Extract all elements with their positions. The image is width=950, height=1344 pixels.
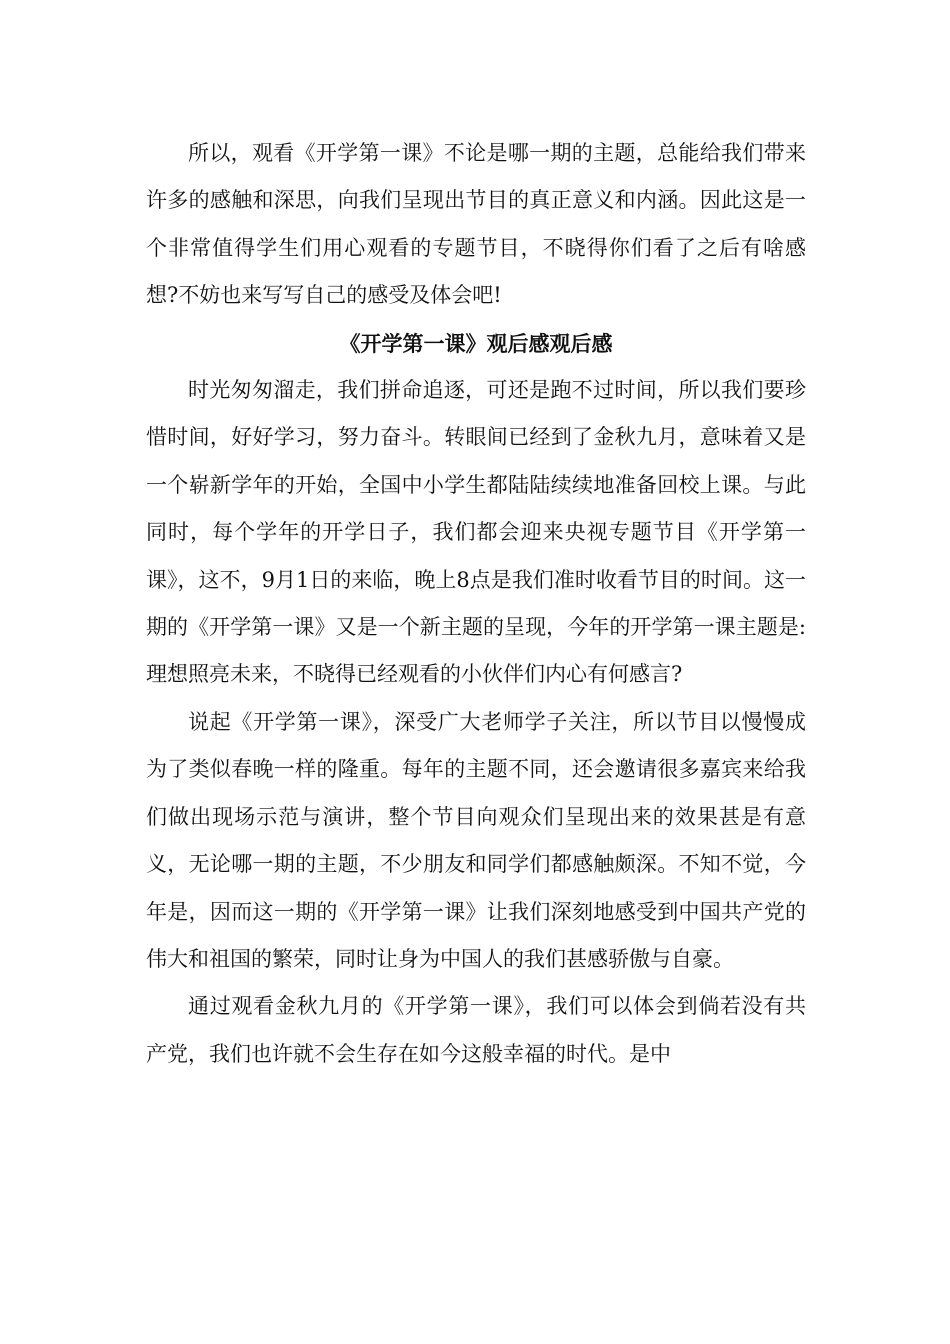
section-title: 《开学第一课》观后感观后感 [339, 330, 613, 356]
document-body [146, 130, 806, 1078]
body-paragraph-1: 时光匆匆溜走，我们拼命追逐，可还是跑不过时间，所以我们要珍惜时间，好好学习，努力奋斗。转眼间已经到了金秋九月，意味着又是一个崭新学年的开始，全国中小学生都陆陆续续地准备回校上课。与此同时，每个学年的开学日子，我们都会迎来央视专题节目《开学第一课》，这不，9月1日的来临，晚上8点是我们准时收看节目的时间。这一期的《开学第一课》又是一个新主题的呈现，今年的开学第一课主题是:理想照亮未来，不晓得已经观看的小伙伴们内心有何感言? [146, 378, 806, 687]
body-paragraph-2: 说起《开学第一课》，深受广大老师学子关注，所以节目以慢慢成为了类似春晚一样的隆重。每年的主题不同，还会邀请很多嘉宾来给我们做出现场示范与演讲，整个节目向观众们呈现出来的效果甚是有意义，无论哪一期的主题，不少朋友和同学们都感触颇深。不知不觉，今年是，因而这一期的《开学第一课》让我们深刻地感受到中国共产党的伟大和祖国的繁荣，同时让身为中国人的我们甚感骄傲与自豪。 [146, 709, 806, 971]
intro-paragraph: 所以，观看《开学第一课》不论是哪一期的主题，总能给我们带来许多的感触和深思，向我们呈现出节目的真正意义和内涵。因此这是一个非常值得学生们用心观看的专题节目，不晓得你们看了之后有啥感想?不妨也来写写自己的感受及体会吧! [146, 141, 806, 308]
body-paragraph-3: 通过观看金秋九月的《开学第一课》，我们可以体会到倘若没有共产党，我们也许就不会生存在如今这般幸福的时代。是中 [146, 994, 806, 1066]
